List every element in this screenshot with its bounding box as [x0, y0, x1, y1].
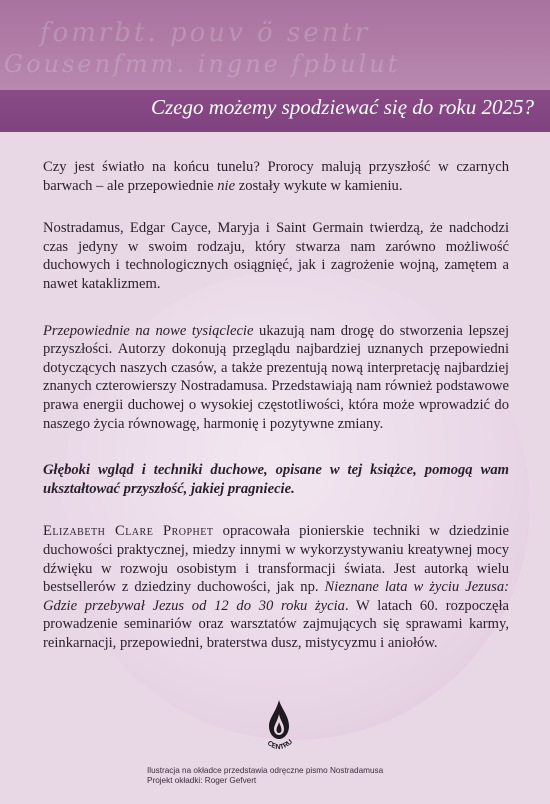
title-band: [0, 90, 550, 133]
intro-emphasis: nie: [217, 177, 236, 194]
author-bio-part1: opracowała pionierskie techniki w dziedzinie duchowości praktycznej, miedzy innymi w wykorzystywaniu kreatywnej mocy dźwięku w rozwoju osobistym i transformacji świata. Jest autorką wielu bestsellerów z dziedziny duchowości, jak np.: [43, 523, 509, 596]
illustration-credit: Ilustracja na okładce przedstawia odręczne pismo Nostradamusa: [147, 766, 384, 775]
design-credit: Projekt okładki: Roger Gefvert: [147, 776, 257, 785]
paragraph-author: [43, 522, 509, 652]
paragraph-intro: [43, 158, 509, 195]
book-title-emphasis: Przepowiednie na nowe tysiąclecie: [43, 322, 254, 339]
logo-text: CENTRU: [265, 738, 295, 752]
intro-text-part2: zostały wykute w kamieniu.: [235, 177, 403, 194]
paragraph-prophets: Nostradamus, Edgar Cayce, Maryja i Saint Germain twierdzą, że nadchodzi czas jedyny w swoim rodzaju, który stwarza nam zarówno możliwość duchowych i technologicznych osiągnięć, jak i zagrożenie wojną, zamętem a nawet kataklizmem.: [43, 220, 509, 292]
credits: [147, 766, 447, 786]
footer: [0, 690, 550, 804]
paragraph-book: [43, 322, 509, 434]
top-band: [0, 0, 550, 90]
blurb-text: [43, 158, 509, 680]
paragraph-highlight: Głęboki wgląd i techniki duchowe, opisane w tej książce, pomogą wam ukształtować przyszłość, jakiej pragniecie.: [43, 462, 509, 497]
author-book-title: Nieznane lata w życiu Jezusa: Gdzie przebywał Jezus od 12 do 30 roku życia: [43, 579, 509, 614]
book-description: ukazują nam drogę do stworzenia lepszej przyszłości. Autorzy dokonują przeglądu najbardziej uznanych przepowiedni dotyczących naszych czasów, a także prezentują nową interpretację najbardziej znanych czterowierszy Nostradamusa. Przedstawiają nam również podstawowe prawa energii duchowej o wysokiej częstotliwości, która może wprowadzić do naszego życia równowagę, harmonię i pozytywne zmiany.: [43, 322, 509, 432]
handwriting-line-2: Gousenfmm. ingne fpbulut: [4, 50, 401, 78]
author-bio-part2: . W latach 60. rozpoczęła prowadzenie seminariów oraz warsztatów zajmujących się sprawami karmy, reinkarnacji, przepowiedni, braterstwa dusz, mistycyzmu i aniołów.: [43, 597, 509, 651]
handwriting-line-1: fomrbt. pouv ö sentr: [40, 18, 371, 48]
intro-text-part1: Czy jest światło na końcu tunelu? Prorocy malują przyszłość w czarnych barwach – ale przepowiednie: [43, 159, 509, 194]
publisher-logo: [259, 698, 299, 756]
author-name: Elizabeth Clare Prophet: [43, 523, 214, 540]
back-cover-title: Czego możemy spodziewać się do roku 2025?: [150, 95, 534, 119]
flame-drop-icon: [259, 698, 299, 756]
